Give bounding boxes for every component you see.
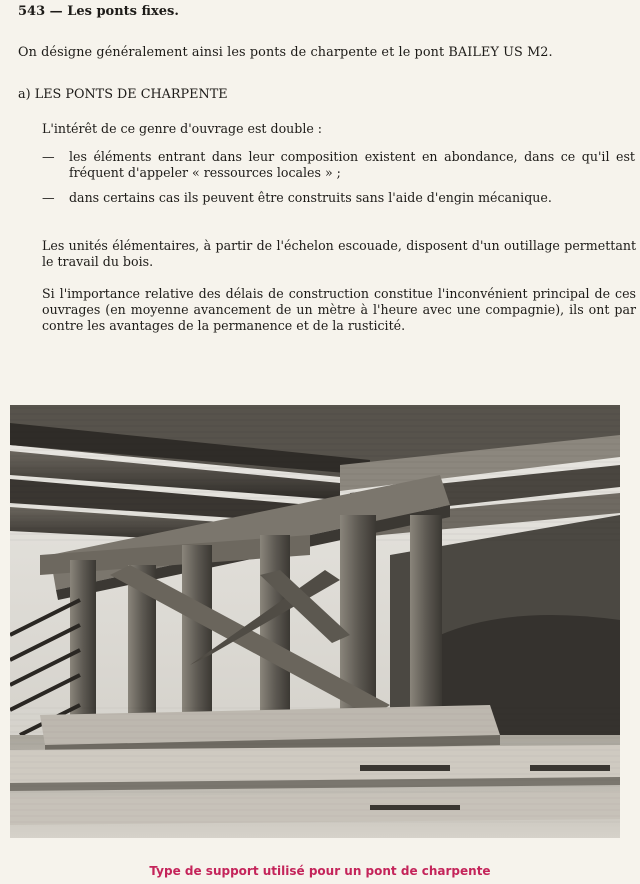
paragraph-units: Les unités élémentaires, à partir de l'échelon escouade, disposent d'un outillage permettant le travail du bois. xyxy=(42,238,636,269)
subsection-title: LES PONTS DE CHARPENTE xyxy=(34,87,228,102)
section-number: 543 xyxy=(18,4,46,19)
bullet-dash: — xyxy=(42,149,55,164)
bullet-item xyxy=(42,149,635,181)
section-separator: — xyxy=(49,4,63,19)
subsection-marker: a) xyxy=(18,87,31,102)
paragraph-interest: L'intérêt de ce genre d'ouvrage est double : xyxy=(42,121,323,136)
subsection-heading xyxy=(18,87,228,102)
intro-paragraph: On désigne généralement ainsi les ponts de charpente et le pont BAILEY US M2. xyxy=(18,45,553,60)
section-heading xyxy=(18,4,179,19)
bullet-text: les éléments entrant dans leur composition existent en abondance, dans ce qu'il est fréquent d'appeler « ressources locales » ; xyxy=(69,149,635,180)
section-title: Les ponts fixes. xyxy=(67,4,179,19)
figure-caption: Type de support utilisé pour un pont de charpente xyxy=(149,864,491,878)
bullet-item xyxy=(42,190,635,206)
bullet-text: dans certains cas ils peuvent être construits sans l'aide d'engin mécanique. xyxy=(69,190,552,205)
paragraph-importance: Si l'importance relative des délais de construction constitue l'inconvénient principal de ces ouvrages (en moyenne avancement de un mètre à l'heure avec une compagnie), ils ont par contre les avantages de la permanence et de la rusticité. xyxy=(42,286,636,333)
base-sills xyxy=(10,705,620,825)
bridge-support-photo xyxy=(10,405,620,838)
bullet-dash: — xyxy=(42,190,55,205)
